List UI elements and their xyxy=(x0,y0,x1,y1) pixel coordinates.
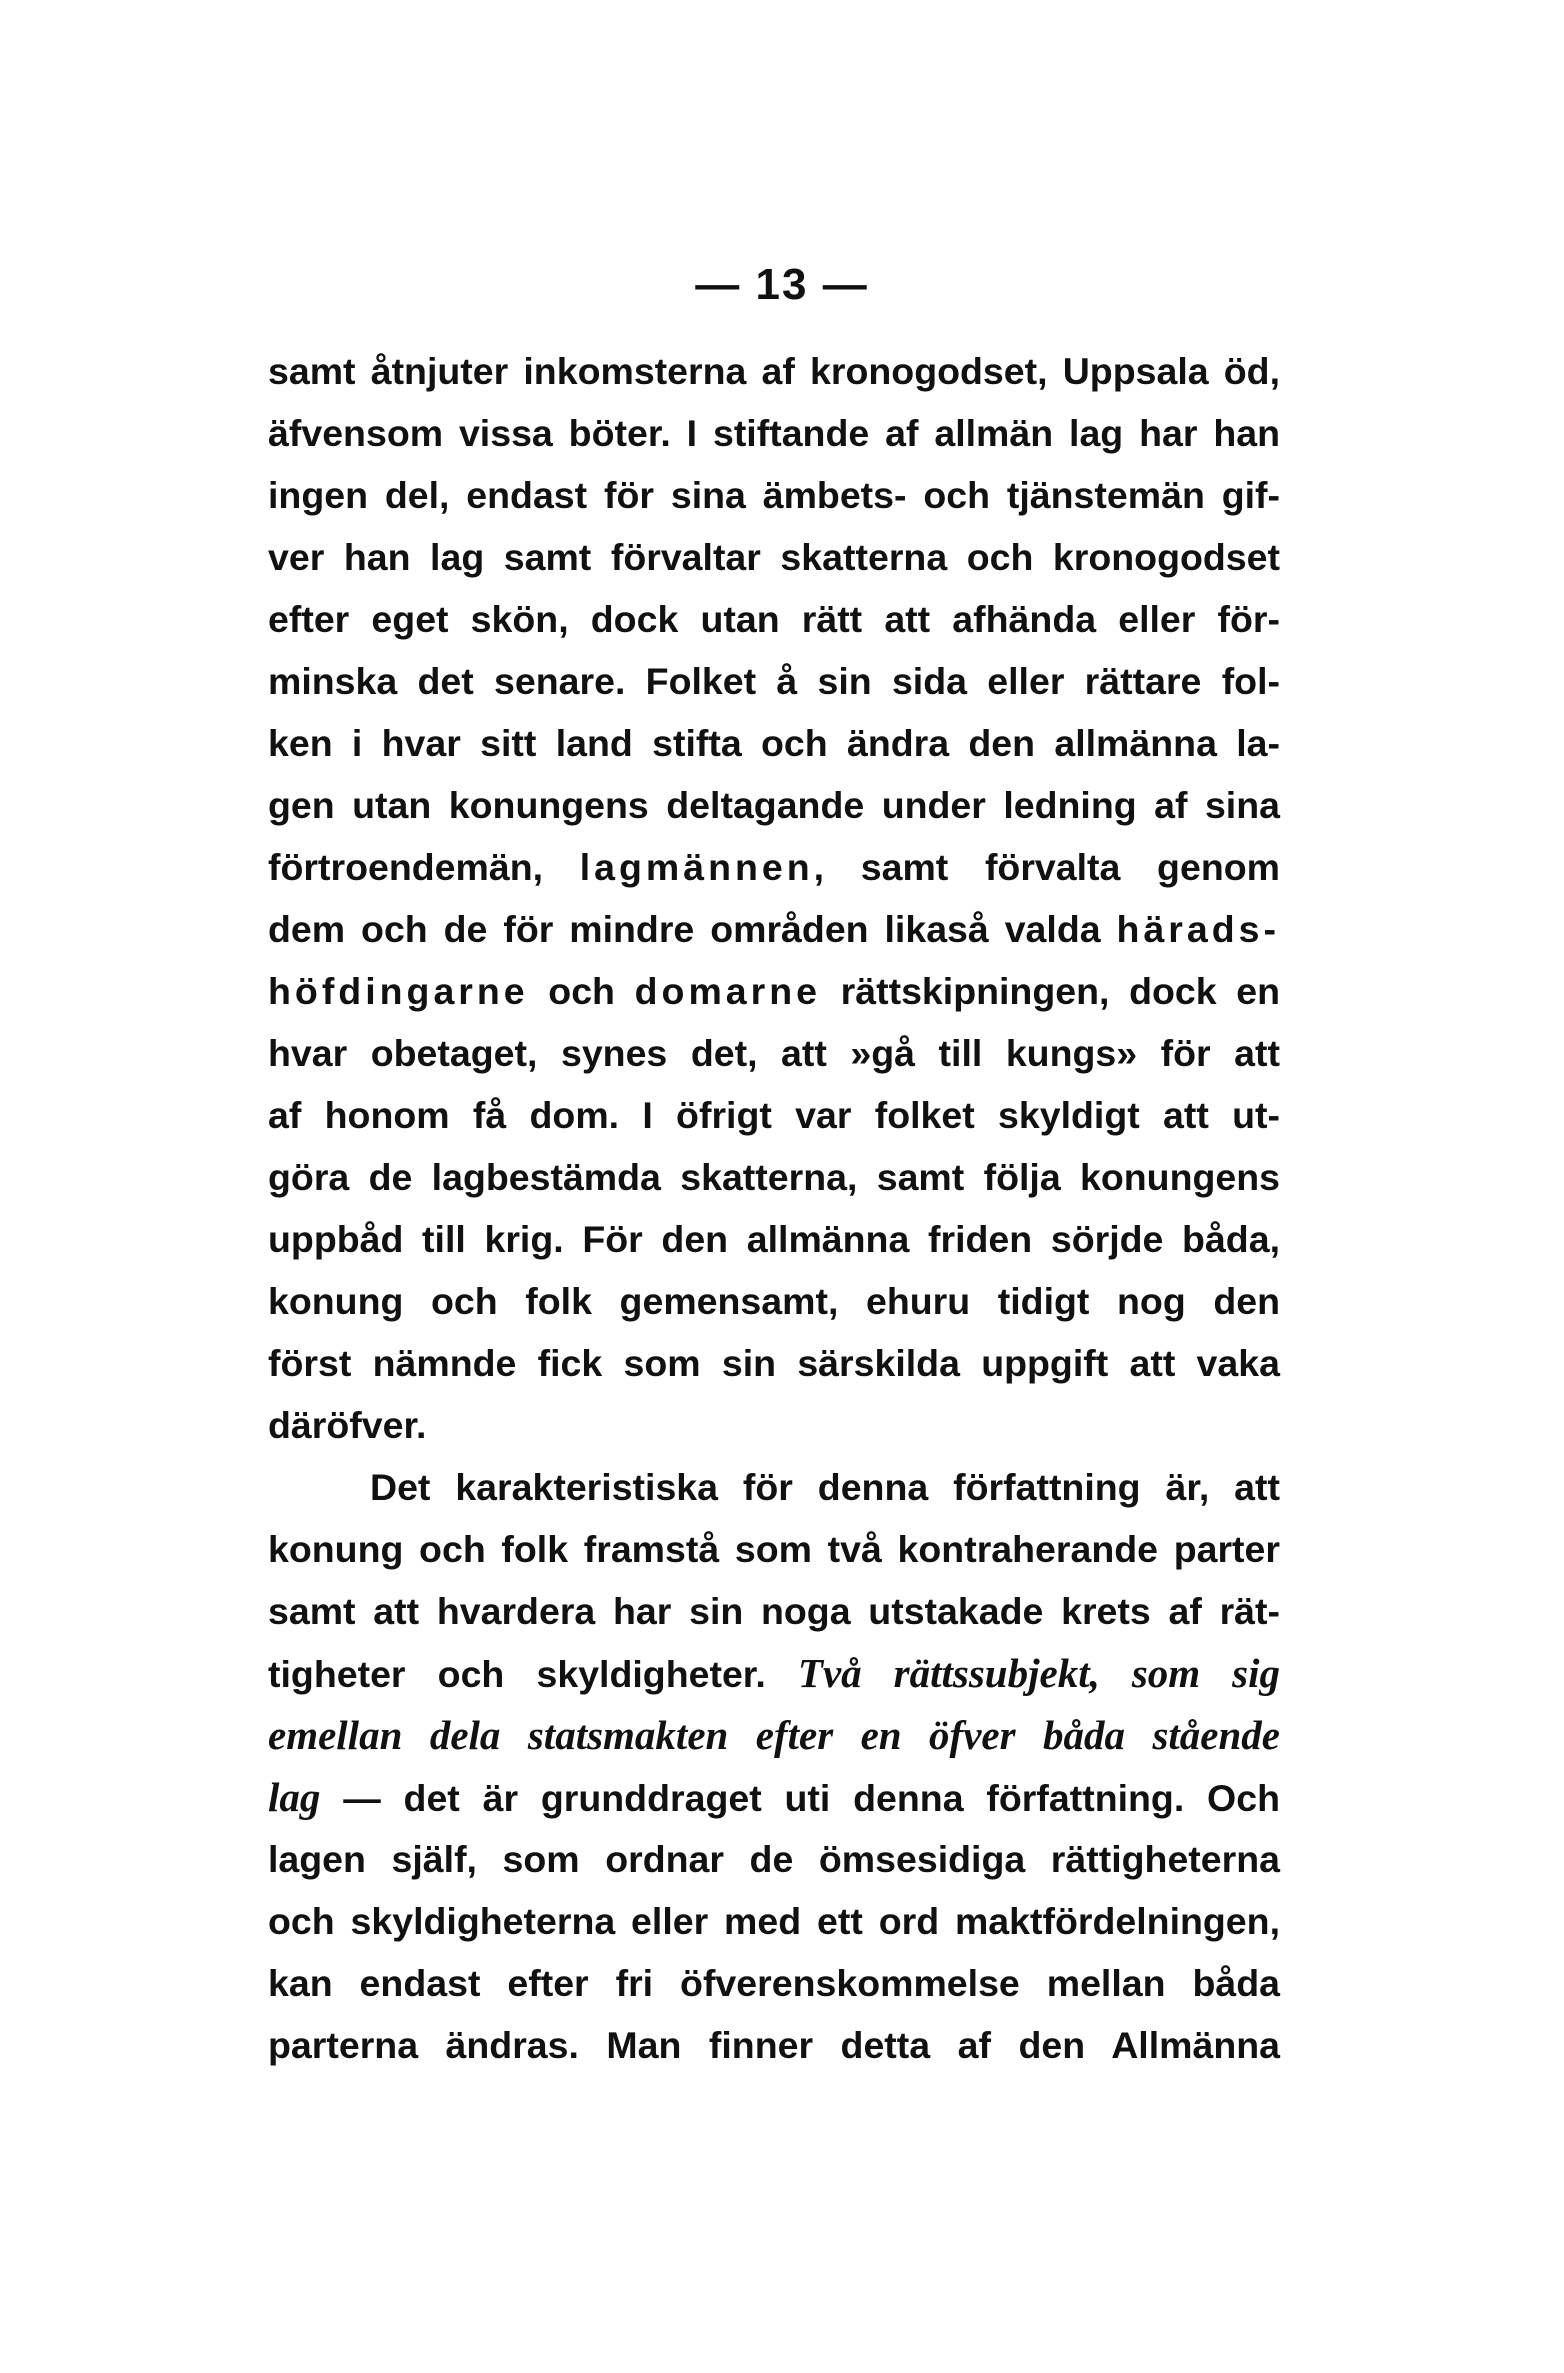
text-line: lag — det är grunddraget uti denna författning. Och xyxy=(268,1774,1280,1820)
text-line: Det karakteristiska för denna författning är, att xyxy=(370,1466,1280,1508)
text-line: dem och de för mindre områden likaså valda härads- xyxy=(268,908,1280,950)
text-line: minska det senare. Folket å sin sida eller rättare fol- xyxy=(268,660,1280,702)
page-number: — 13 — xyxy=(695,260,869,309)
text-line: ken i hvar sitt land stifta och ändra den allmänna la- xyxy=(268,722,1280,764)
text-line: höfdingarne och domarne rättskipningen, dock en xyxy=(268,970,1280,1012)
text-line: gen utan konungens deltagande under ledning af sina xyxy=(268,784,1280,826)
emphasis-italic: lag xyxy=(268,1774,321,1820)
emphasis-lagmannen: lagmännen xyxy=(579,846,814,888)
text-line: ingen del, endast för sina ämbets- och tjänstemän gif- xyxy=(268,474,1280,516)
text-line: först nämnde fick som sin särskilda uppgift att vaka xyxy=(268,1342,1280,1384)
text-line: hvar obetaget, synes det, att »gå till kungs» för att xyxy=(268,1032,1280,1074)
text-line: äfvensom vissa böter. I stiftande af allmän lag har han xyxy=(268,412,1280,454)
emphasis-harads: härads- xyxy=(1116,908,1280,950)
text-line: förtroendemän, lagmännen, samt förvalta genom xyxy=(268,846,1280,888)
emphasis-hofdingarne: höfdingarne xyxy=(268,970,529,1012)
text-line: samt att hvardera har sin noga utstakade krets af rät- xyxy=(268,1590,1280,1632)
text-line: göra de lagbestämda skatterna, samt följa konungens xyxy=(268,1156,1280,1198)
emphasis-domarne: domarne xyxy=(634,970,821,1012)
text-line: kan endast efter fri öfverenskommelse mellan båda xyxy=(268,1962,1280,2004)
emphasis-italic: Två rättssubjekt, som sig xyxy=(797,1650,1280,1696)
text-line: konung och folk gemensamt, ehuru tidigt nog den xyxy=(268,1280,1280,1322)
emphasis-italic: emellan dela statsmakten efter en öfver båda stående xyxy=(268,1712,1280,1758)
text-line: konung och folk framstå som två kontraherande parter xyxy=(268,1528,1280,1570)
text-line: lagen själf, som ordnar de ömsesidiga rättigheterna xyxy=(268,1838,1280,1880)
text-line: uppbåd till krig. För den allmänna friden sörjde båda, xyxy=(268,1218,1280,1260)
text-line: däröfver. xyxy=(268,1404,427,1446)
text-line: och skyldigheterna eller med ett ord maktfördelningen, xyxy=(268,1900,1280,1942)
text-line: samt åtnjuter inkomsterna af kronogodset, Uppsala öd, xyxy=(268,350,1280,392)
text-line: tigheter och skyldigheter. Två rättssubjekt, som sig xyxy=(268,1650,1280,1696)
body-text xyxy=(268,340,1280,2076)
text-line: af honom få dom. I öfrigt var folket skyldigt att ut- xyxy=(268,1094,1280,1136)
text-line xyxy=(268,1704,1280,1766)
text-line: ver han lag samt förvaltar skatterna och kronogodset xyxy=(268,536,1280,578)
text-line: efter eget skön, dock utan rätt att afhända eller för- xyxy=(268,598,1280,640)
text-line: parterna ändras. Man finner detta af den Allmänna xyxy=(268,2024,1280,2066)
